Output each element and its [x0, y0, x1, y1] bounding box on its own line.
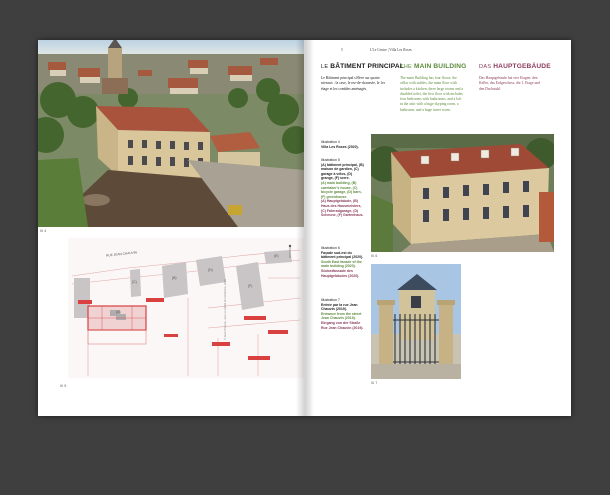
- heading-de: [479, 63, 551, 70]
- plan-label-c: (C): [132, 280, 137, 284]
- heading-fr-title: BÂTIMENT PRINCIPAL: [330, 63, 404, 70]
- heading-en-prefix: THE: [400, 64, 414, 70]
- caption-ill-7-en: Entrance from the street Jean Chauvin (2019).: [321, 311, 362, 321]
- running-head-title: L'Le Centre | Villa Les Roses: [369, 48, 412, 52]
- heading-en-title: MAIN BUILDING: [413, 63, 467, 70]
- caption-ill-4-label: Illustration 4: [321, 140, 340, 144]
- caption-ill-6-en: South East facade of the main building (2020).: [321, 259, 362, 269]
- caption-ill-5-en: (A) main building, (B) caretaker's house, (C) bicycle garage, (D) barn, (F) greenhouse.: [321, 180, 362, 199]
- body-text-de: Das Hauptgebäude hat vier Etagen: den Keller, das Erdgeschoss, die 1. Etage und den Dachstuhl.: [479, 76, 540, 91]
- caption-ill-5-fr: (A) bâtiment principal, (B) maison de gardien, (C) garage à vélos, (D) grange, (F) serre.: [321, 162, 364, 181]
- caption-ill-7-label: Illustration 7: [321, 298, 340, 302]
- left-page: [38, 40, 304, 416]
- figure-label-ill-5: Ill. 5: [60, 384, 67, 388]
- caption-ill-5: [321, 158, 365, 218]
- caption-ill-6-de: Südostfassade des Hauptgebäudes (2020).: [321, 268, 360, 278]
- facade-photo: [371, 134, 554, 252]
- body-text-fr: Le Bâtiment principal s'élève sur quatre niveaux : la cave, le rez-de-chaussée, le 1er étage et les combles aménagés.: [321, 76, 385, 91]
- figure-label-ill-6: Ill. 6: [371, 254, 378, 258]
- caption-ill-4: [321, 140, 365, 149]
- spread-gutter: [296, 40, 314, 416]
- caption-ill-6-fr: Façade sud-est du bâtiment principal (2020).: [321, 250, 364, 260]
- caption-ill-6: [321, 246, 365, 278]
- heading-fr-prefix: LE: [321, 64, 331, 70]
- site-plan: [68, 238, 304, 378]
- running-head: [341, 48, 412, 52]
- caption-ill-7: [321, 298, 365, 330]
- plan-street-label: RUE JEAN CHAUVIN: [105, 250, 138, 258]
- plan-label-d: (D): [208, 268, 213, 272]
- heading-de-title: HAUPTGEBÄUDE: [493, 63, 551, 70]
- plan-label-f: (F): [248, 284, 253, 288]
- aerial-photo: [38, 40, 304, 227]
- heading-en: [400, 63, 466, 70]
- plan-credit: © Jean Trichonn, avec un additif de l'architecte, 2020: [224, 279, 227, 340]
- caption-ill-5-de: (A) Hauptgebäude, (B) Haus des Hausmeisters, (C) Fahrradgarage, (D) Scheune, (F) Gartenhaus.: [321, 199, 364, 218]
- caption-ill-7-fr: Entrée par la rue Jean Chauvin (2019).: [321, 302, 358, 312]
- caption-ill-5-label: Illustration 5: [321, 158, 340, 162]
- entrance-photo: [371, 264, 461, 379]
- caption-ill-7-de: Eingang von der Straße Rue Jean Chauvin (2019).: [321, 320, 364, 330]
- page-number: 5: [341, 48, 343, 52]
- plan-label-a: (A): [116, 310, 121, 314]
- figure-label-ill-7: Ill. 7: [371, 381, 378, 385]
- body-text-en: The main Building has four floors: the cellar with stables, the main floor with includes a kitchen, three large rooms and a disabled toilet, the first floor with includes four bedrooms with bathrooms, and a loft in the attic with a huge skyping room, a bathroom, and a huge turret room.: [400, 76, 464, 112]
- figure-label-ill-4: Ill. 4: [40, 229, 47, 233]
- heading-fr: [321, 63, 404, 70]
- caption-ill-6-label: Illustration 6: [321, 246, 340, 250]
- right-page: [305, 40, 571, 416]
- plan-label-e: (E): [274, 254, 279, 258]
- plan-label-b: (B): [172, 276, 177, 280]
- caption-ill-4-fr: Villa Les Roses (2020).: [321, 144, 359, 149]
- heading-de-prefix: DAS: [479, 64, 494, 70]
- magazine-spread: [38, 40, 571, 416]
